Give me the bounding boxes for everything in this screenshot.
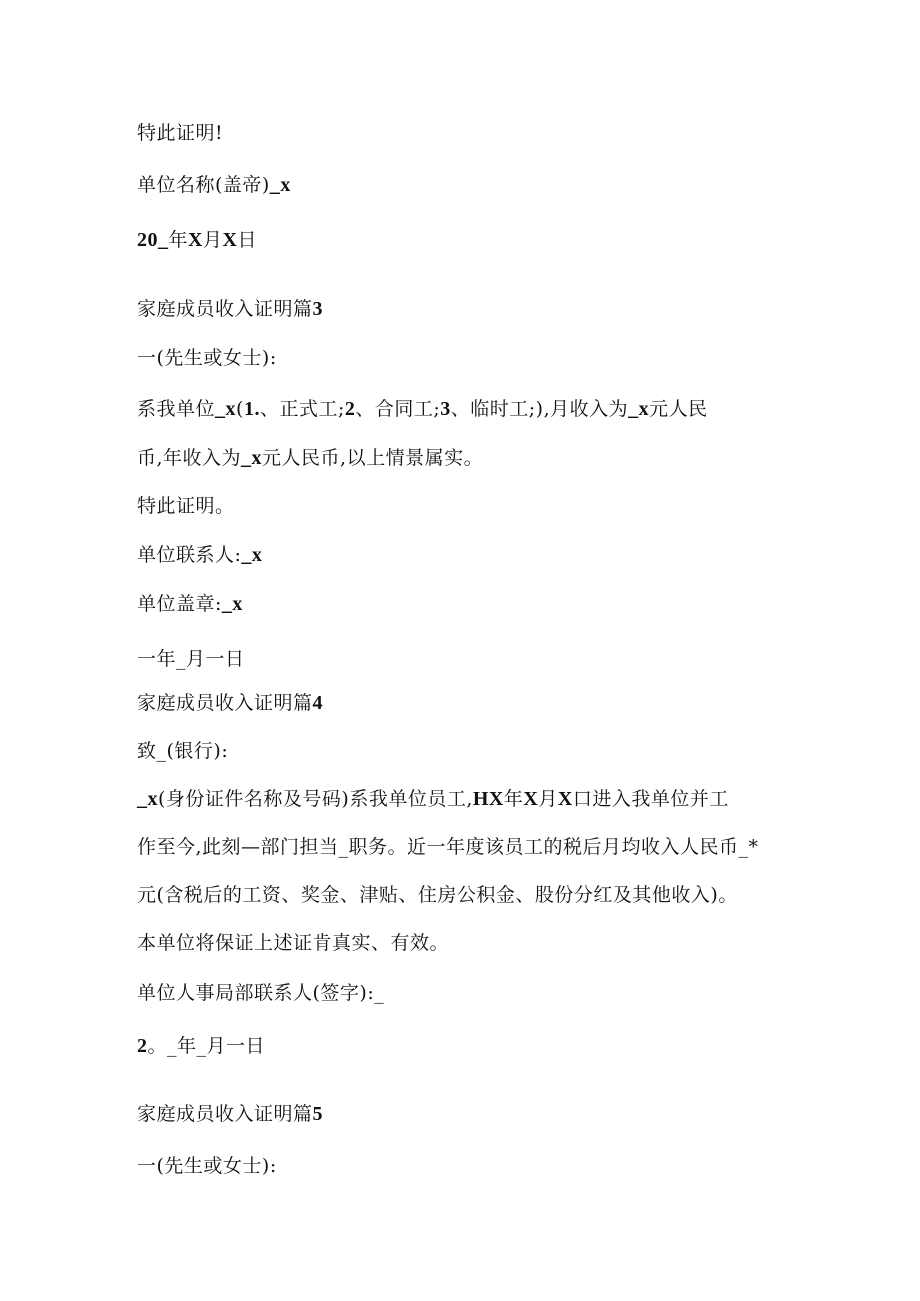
text-line xyxy=(137,979,384,1007)
text-segment: 单位人事局部联系人(签字):_ xyxy=(137,982,385,1004)
bold-text-segment: _x xyxy=(221,593,243,615)
bold-text-segment: 3 xyxy=(440,398,451,420)
bold-text-segment: 3 xyxy=(312,298,324,320)
text-line xyxy=(137,344,277,372)
bold-text-segment: _x xyxy=(628,398,650,420)
text-segment: 年 xyxy=(168,229,189,251)
bold-text-segment: 20_ xyxy=(137,229,169,251)
text-segment: 日 xyxy=(237,229,257,251)
text-segment: 系我单位 xyxy=(137,398,216,420)
text-line xyxy=(137,833,759,861)
text-line xyxy=(137,737,228,765)
bold-text-segment: X xyxy=(523,788,539,810)
text-segment: 、合同工; xyxy=(355,398,441,420)
bold-text-segment: X xyxy=(557,788,573,810)
bold-text-segment: _x xyxy=(241,544,263,566)
bold-text-segment: _x xyxy=(137,788,158,810)
section-heading xyxy=(137,689,323,717)
text-line xyxy=(137,645,245,673)
text-segment: 家庭成员收入证明篇 xyxy=(137,692,313,714)
bold-text-segment: 4 xyxy=(312,692,324,714)
text-line xyxy=(137,541,262,569)
text-segment: 作至今,此刻—部门担当_职务。近一年度该员工的税后月均收入人民币_* xyxy=(137,836,759,858)
text-segment: 特此证明! xyxy=(137,122,224,144)
bold-text-segment: _x xyxy=(215,398,237,420)
text-line xyxy=(137,785,729,813)
text-segment: ( xyxy=(236,398,244,420)
text-segment: 单位名称(盖帝) xyxy=(137,174,270,196)
text-segment: 元人民 xyxy=(649,398,708,420)
text-line xyxy=(137,171,291,199)
text-line xyxy=(137,1152,277,1180)
bold-text-segment: 2 xyxy=(344,398,356,420)
text-segment: 一年_月一日 xyxy=(137,648,245,670)
section-heading xyxy=(137,1100,323,1128)
text-segment: 致_(银行): xyxy=(137,740,229,762)
text-line xyxy=(137,119,223,147)
text-line xyxy=(137,590,243,618)
text-line xyxy=(137,492,235,520)
text-line xyxy=(137,881,738,909)
text-segment: 家庭成员收入证明篇 xyxy=(137,1103,313,1125)
bold-text-segment: 1. xyxy=(243,398,260,420)
text-segment: 家庭成员收入证明篇 xyxy=(137,298,313,320)
text-segment: 一(先生或女士): xyxy=(137,347,277,369)
bold-text-segment: HX xyxy=(472,788,504,810)
bold-text-segment: 5 xyxy=(312,1103,324,1125)
text-segment: 、正式工; xyxy=(259,398,345,420)
text-segment: 。_年_月一日 xyxy=(147,1035,266,1057)
text-segment: 一(先生或女士): xyxy=(137,1155,277,1177)
text-segment: 单位盖章: xyxy=(137,593,222,615)
text-segment: 元(含税后的工资、奖金、津贴、住房公积金、股份分红及其他收入)。 xyxy=(137,884,738,906)
text-segment: 年 xyxy=(503,788,524,810)
section-heading xyxy=(137,295,323,323)
text-segment: 月 xyxy=(202,229,223,251)
text-segment: 单位联系人: xyxy=(137,544,242,566)
text-line xyxy=(137,1032,265,1060)
text-line xyxy=(137,395,708,423)
text-segment: 本单位将保证上述证肯真实、有效。 xyxy=(137,932,450,954)
text-line xyxy=(137,226,257,254)
text-segment: 口进入我单位并工 xyxy=(572,788,729,810)
bold-text-segment: X xyxy=(222,229,238,251)
text-segment: (身份证件名称及号码)系我单位员工, xyxy=(158,788,473,810)
text-segment: 月 xyxy=(538,788,558,810)
bold-text-segment: _x xyxy=(269,174,291,196)
text-segment: 、临时工;),月收入为 xyxy=(450,398,629,420)
bold-text-segment: X xyxy=(188,229,203,251)
bold-text-segment: _x xyxy=(241,447,263,469)
bold-text-segment: 2 xyxy=(137,1035,148,1057)
text-segment: 币,年收入为 xyxy=(137,447,242,469)
text-line xyxy=(137,929,449,957)
text-segment: 特此证明。 xyxy=(137,495,235,517)
text-segment: 元人民币,以上情景属实。 xyxy=(262,447,484,469)
text-line xyxy=(137,444,483,472)
